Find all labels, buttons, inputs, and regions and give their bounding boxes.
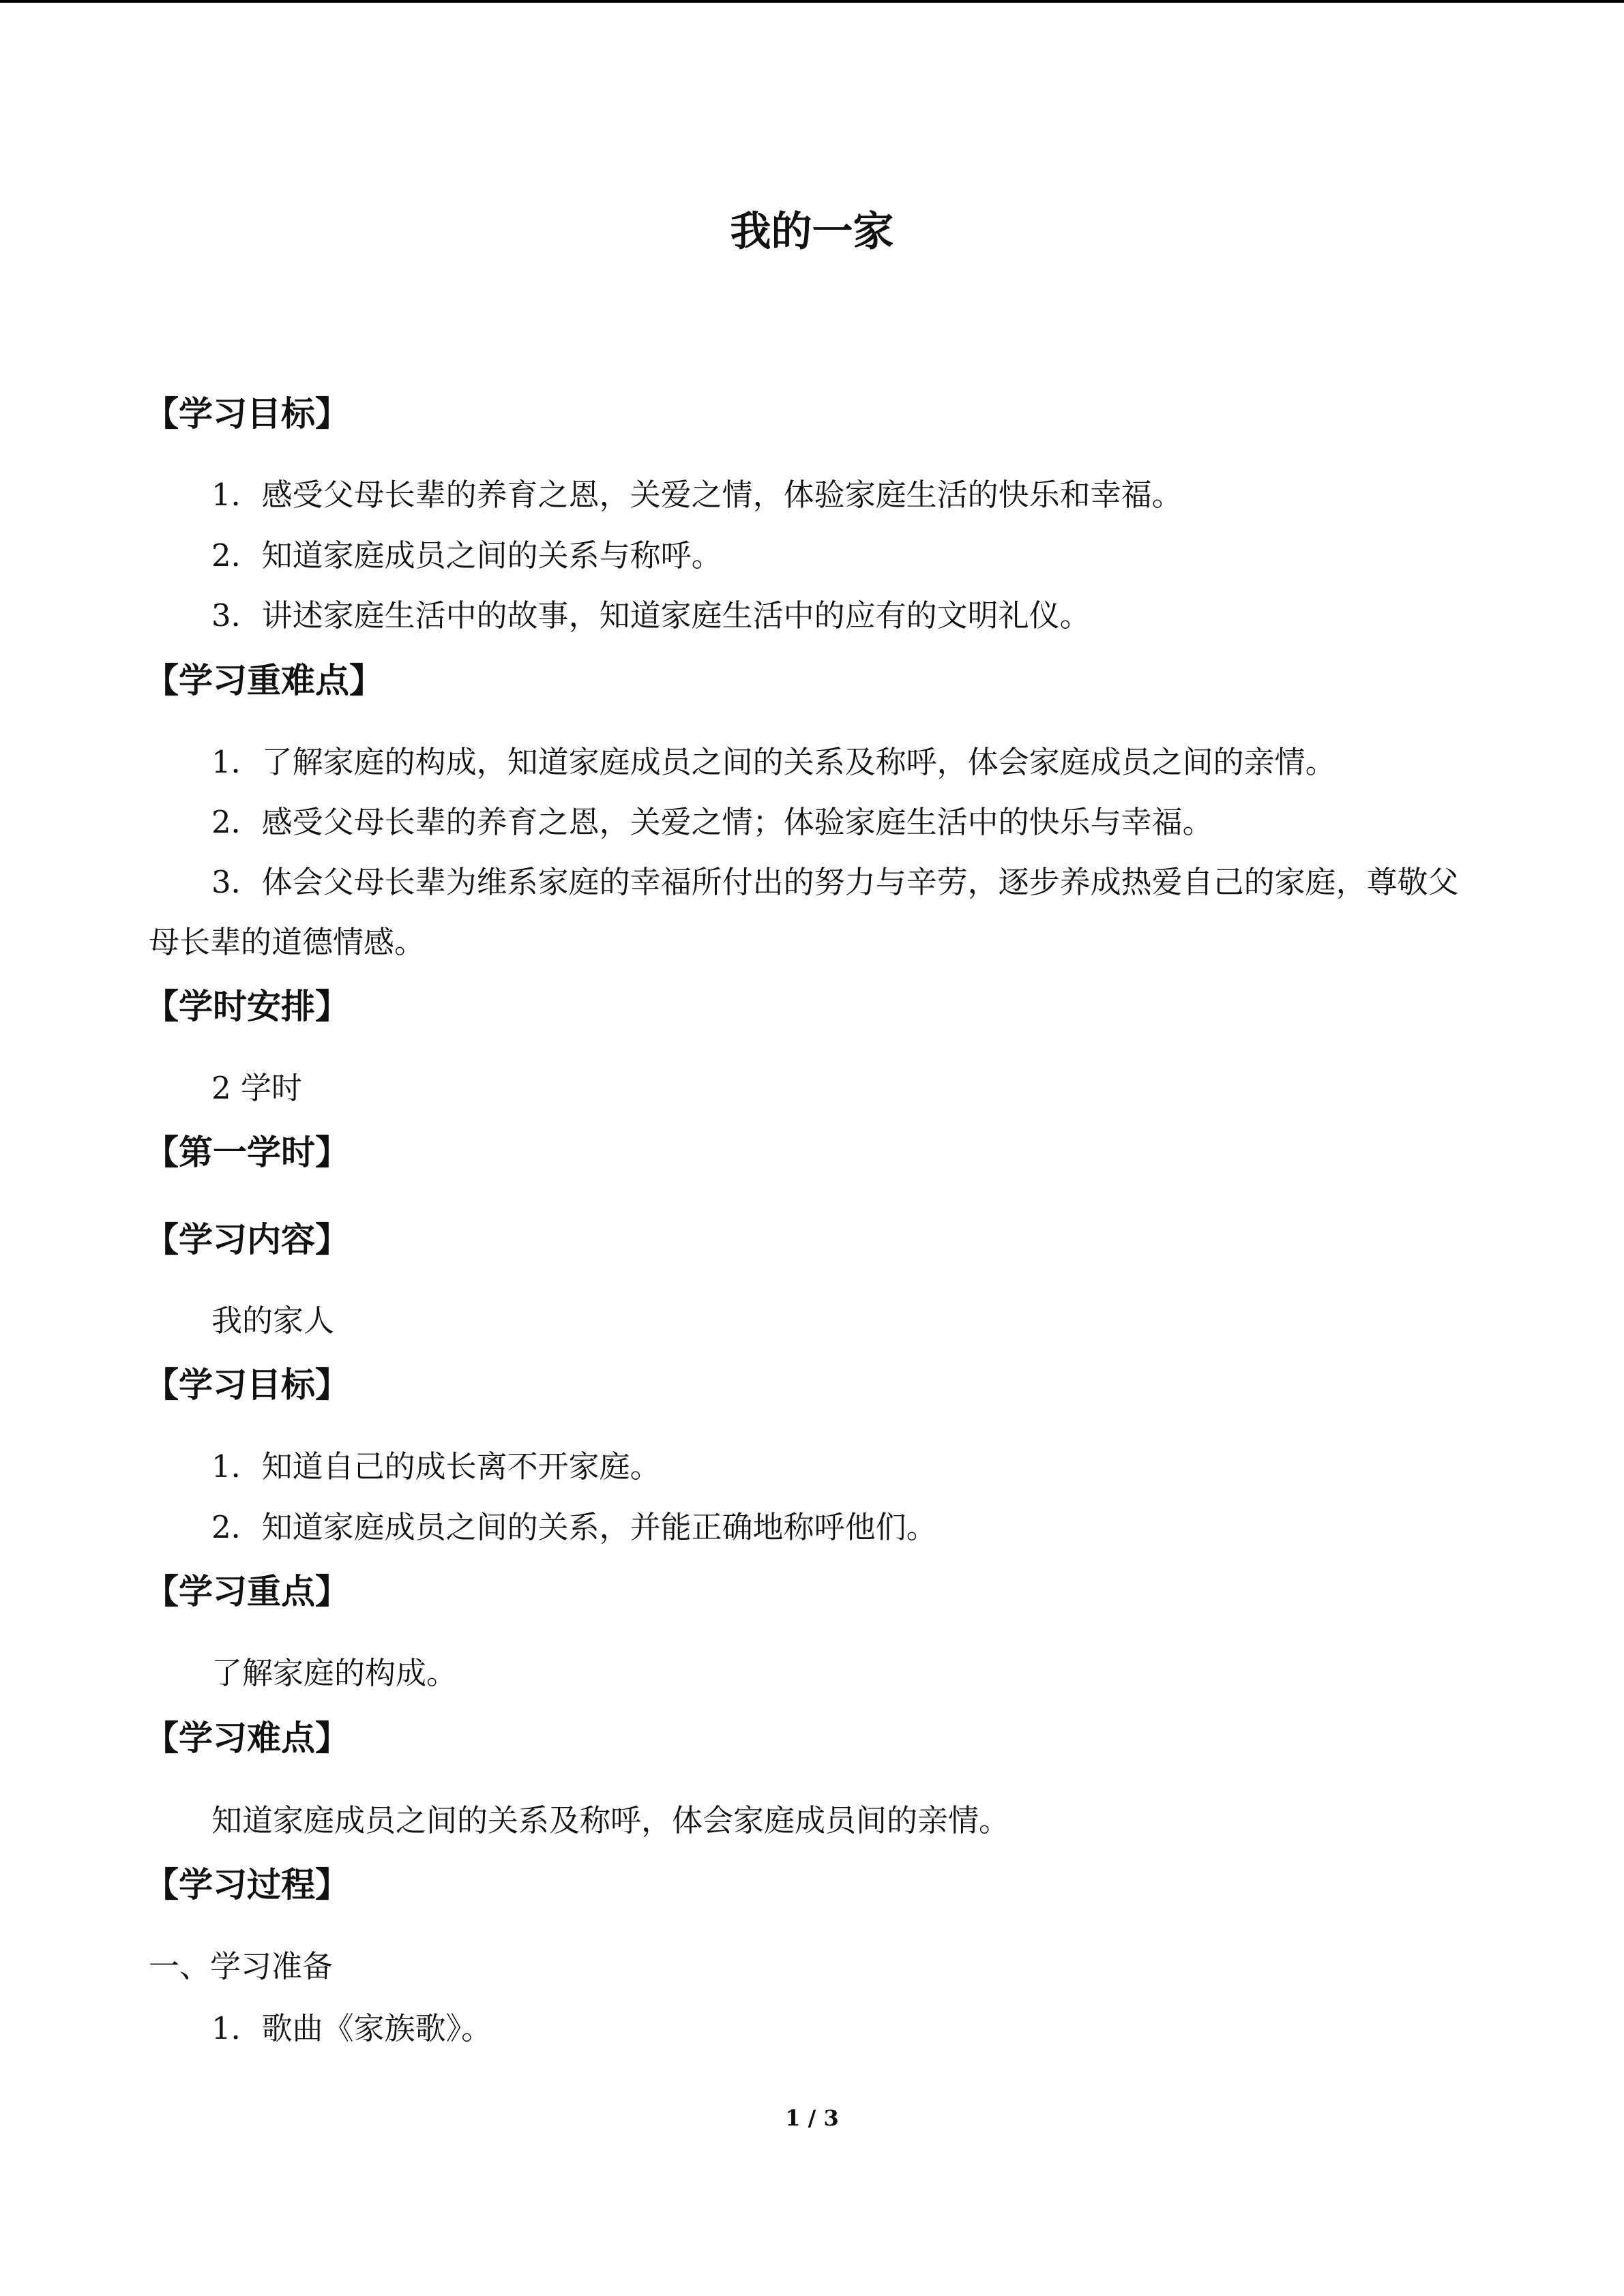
- goal-item: 2．知道家庭成员之间的关系与称呼。: [211, 537, 722, 573]
- process-item: 1．歌曲《家族歌》。: [211, 2010, 492, 2046]
- schedule-text: 2 学时: [211, 1070, 302, 1106]
- goal-item: 1．感受父母长辈的养育之恩，关爱之情，体验家庭生活的快乐和幸福。: [211, 477, 1183, 513]
- key-difficult-item: 2．感受父母长辈的养育之恩，关爱之情；体验家庭生活中的快乐与幸福。: [211, 804, 1213, 840]
- document-title: 我的一家: [730, 208, 894, 256]
- key-difficult-item: 1．了解家庭的构成，知道家庭成员之间的关系及称呼，体会家庭成员之间的亲情。: [211, 744, 1336, 780]
- heading-difficult-point: 【学习难点】: [145, 1718, 349, 1758]
- heading-learning-goals: 【学习目标】: [145, 394, 349, 434]
- top-border-line: [0, 0, 1624, 3]
- page-number: 1 / 3: [785, 2105, 839, 2131]
- heading-first-period: 【第一学时】: [145, 1133, 349, 1172]
- period-goal-item: 1．知道自己的成长离不开家庭。: [211, 1448, 661, 1485]
- content-text: 我的家人: [211, 1302, 335, 1339]
- heading-key-and-difficult-points: 【学习重难点】: [145, 661, 383, 700]
- process-sub-heading: 一、学习准备: [149, 1948, 334, 1984]
- heading-learning-process: 【学习过程】: [145, 1865, 349, 1905]
- key-point-text: 了解家庭的构成。: [211, 1655, 458, 1691]
- goal-item: 3．讲述家庭生活中的故事，知道家庭生活中的应有的文明礼仪。: [211, 597, 1091, 633]
- difficult-point-text: 知道家庭成员之间的关系及称呼，体会家庭成员间的亲情。: [211, 1802, 1010, 1838]
- period-goal-item: 2．知道家庭成员之间的关系，并能正确地称呼他们。: [211, 1509, 937, 1545]
- heading-learning-content: 【学习内容】: [145, 1220, 349, 1259]
- heading-period-goals: 【学习目标】: [145, 1365, 349, 1405]
- heading-schedule: 【学时安排】: [145, 987, 349, 1026]
- heading-key-point: 【学习重点】: [145, 1572, 349, 1611]
- key-difficult-item-wrapped: 3．体会父母长辈为维系家庭的幸福所付出的努力与辛劳，逐步养成热爱自己的家庭，尊敬父母长辈的道德情感。: [149, 864, 1459, 960]
